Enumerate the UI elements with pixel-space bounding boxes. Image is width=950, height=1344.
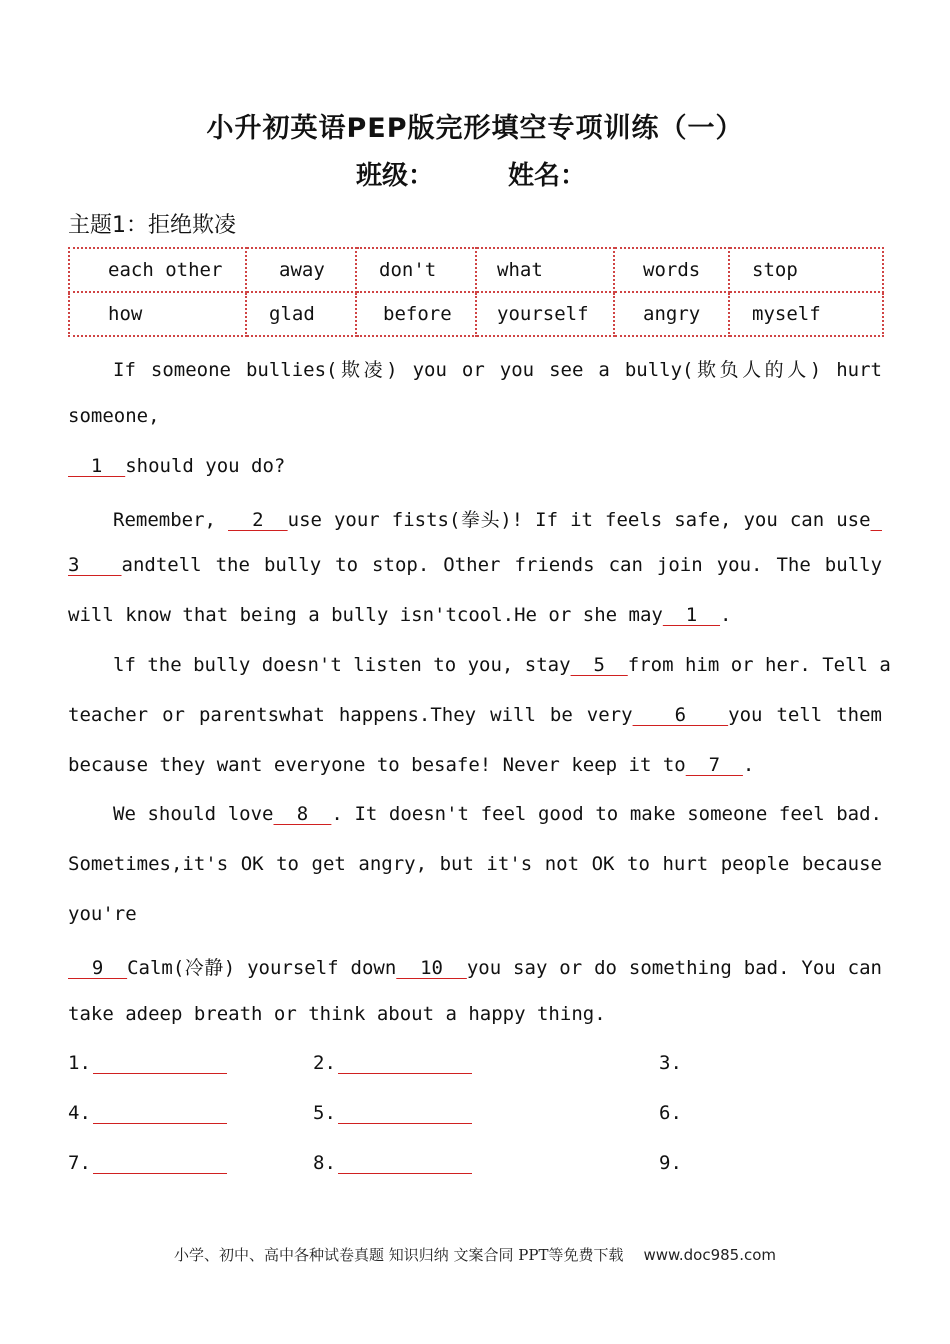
answer-number: 1. <box>68 1052 91 1074</box>
word-bank-cell: what <box>476 248 614 292</box>
passage-text: andtell the bully to stop. Other friends can join you. The bully <box>121 554 883 576</box>
class-label: 班级： <box>356 161 435 191</box>
answer-number: 6. <box>659 1102 682 1124</box>
passage-line: someone, <box>68 405 160 427</box>
name-label: 姓名： <box>508 161 587 191</box>
word-bank-cell: each other <box>69 248 246 292</box>
answer-item <box>659 1052 682 1074</box>
word-bank-cell: how <box>69 292 246 336</box>
answer-item <box>68 1102 227 1124</box>
word-bank-cell: yourself <box>476 292 614 336</box>
passage-line: If someone bullies(欺凌) you or you see a bully(欺负人的人) hurt <box>113 359 882 381</box>
answer-number: 8. <box>313 1152 336 1174</box>
passage-text: teacher or parentswhat happens.They will be very <box>68 704 633 726</box>
passage-line <box>113 803 882 825</box>
word-bank-cell: angry <box>614 292 729 336</box>
passage-text: lf the bully doesn't listen to you, stay <box>113 654 571 676</box>
word-bank-cell: stop <box>729 248 883 292</box>
answer-number: 4. <box>68 1102 91 1124</box>
blank-2[interactable]: 2 <box>228 509 288 531</box>
answer-number: 5. <box>313 1102 336 1124</box>
passage-text: Calm(冷静) yourself down <box>127 957 397 979</box>
student-info-line <box>0 155 950 195</box>
passage-line <box>68 604 882 626</box>
blank-8[interactable]: 8 <box>273 803 332 825</box>
word-bank-row <box>69 248 883 292</box>
blank-10[interactable]: 10 <box>396 957 467 979</box>
answer-item <box>68 1052 227 1074</box>
passage-line: you're <box>68 903 137 925</box>
passage-text: . <box>720 604 732 626</box>
passage-line <box>68 455 882 477</box>
passage-text: We should love <box>113 803 274 825</box>
blank-6[interactable]: 6 <box>632 704 729 726</box>
answer-item <box>659 1152 682 1174</box>
answer-line[interactable] <box>338 1053 472 1074</box>
answer-line[interactable] <box>93 1103 227 1124</box>
answer-item <box>313 1152 472 1174</box>
worksheet-title: 小升初英语PEP版完形填空专项训练（一） <box>206 113 744 144</box>
word-bank-cell: don't <box>356 248 476 292</box>
footer-site-link[interactable]: www.doc985.com <box>643 1246 777 1264</box>
passage-line <box>113 654 891 676</box>
answer-number: 2. <box>313 1052 336 1074</box>
word-bank-table <box>68 247 884 337</box>
blank-3-head <box>871 509 882 531</box>
topic-heading: 主题1：拒绝欺凌 <box>68 213 236 238</box>
word-bank-row <box>69 292 883 336</box>
answer-line[interactable] <box>338 1153 472 1174</box>
word-bank-cell: away <box>246 248 356 292</box>
answer-number: 3. <box>659 1052 682 1074</box>
passage-line: Sometimes,it's OK to get angry, but it's not OK to hurt people because <box>68 853 882 875</box>
page-footer <box>0 1244 950 1265</box>
passage-text: Remember, <box>113 509 216 531</box>
passage-text: will know that being a bully isn'tcool.He or she may <box>68 604 663 626</box>
word-bank-cell: glad <box>246 292 356 336</box>
answer-number: 9. <box>659 1152 682 1174</box>
answer-item <box>659 1102 682 1124</box>
answer-line[interactable] <box>93 1053 227 1074</box>
word-bank-cell: before <box>356 292 476 336</box>
passage-text: . It doesn't feel good to make someone feel bad. <box>331 803 882 825</box>
blank-3[interactable]: 3 <box>68 554 122 576</box>
passage-line <box>68 754 882 776</box>
word-bank-cell: words <box>614 248 729 292</box>
answer-number: 7. <box>68 1152 91 1174</box>
answer-item <box>313 1102 472 1124</box>
blank-7[interactable]: 7 <box>685 754 743 776</box>
footer-text: 小学、初中、高中各种试卷真题 知识归纳 文案合同 PPT等免费下载 <box>173 1246 624 1264</box>
blank-9[interactable]: 9 <box>68 957 128 979</box>
word-bank-cell: myself <box>729 292 883 336</box>
answer-item <box>313 1052 472 1074</box>
passage-line: take adeep breath or think about a happy thing. <box>68 1003 606 1025</box>
passage-text: should you do? <box>125 455 286 477</box>
passage-text: from him or her. Tell a <box>627 654 891 676</box>
passage-line <box>113 505 882 532</box>
blank-1[interactable]: 1 <box>68 455 126 477</box>
passage-text: . <box>742 754 755 776</box>
answer-item <box>68 1152 227 1174</box>
answer-line[interactable] <box>338 1103 472 1124</box>
blank-5[interactable]: 5 <box>570 654 628 676</box>
blank-4[interactable]: 1 <box>662 604 721 626</box>
passage-text: because they want everyone to besafe! Never keep it to <box>68 754 686 776</box>
passage-line <box>68 554 882 576</box>
passage-line <box>68 953 882 980</box>
passage-line <box>68 704 882 726</box>
passage-text: use your fists(拳头)! If it feels safe, you can use <box>287 509 871 531</box>
passage-text: you tell them <box>728 704 882 726</box>
passage-text: you say or do something bad. You can <box>466 957 882 979</box>
answer-line[interactable] <box>93 1153 227 1174</box>
